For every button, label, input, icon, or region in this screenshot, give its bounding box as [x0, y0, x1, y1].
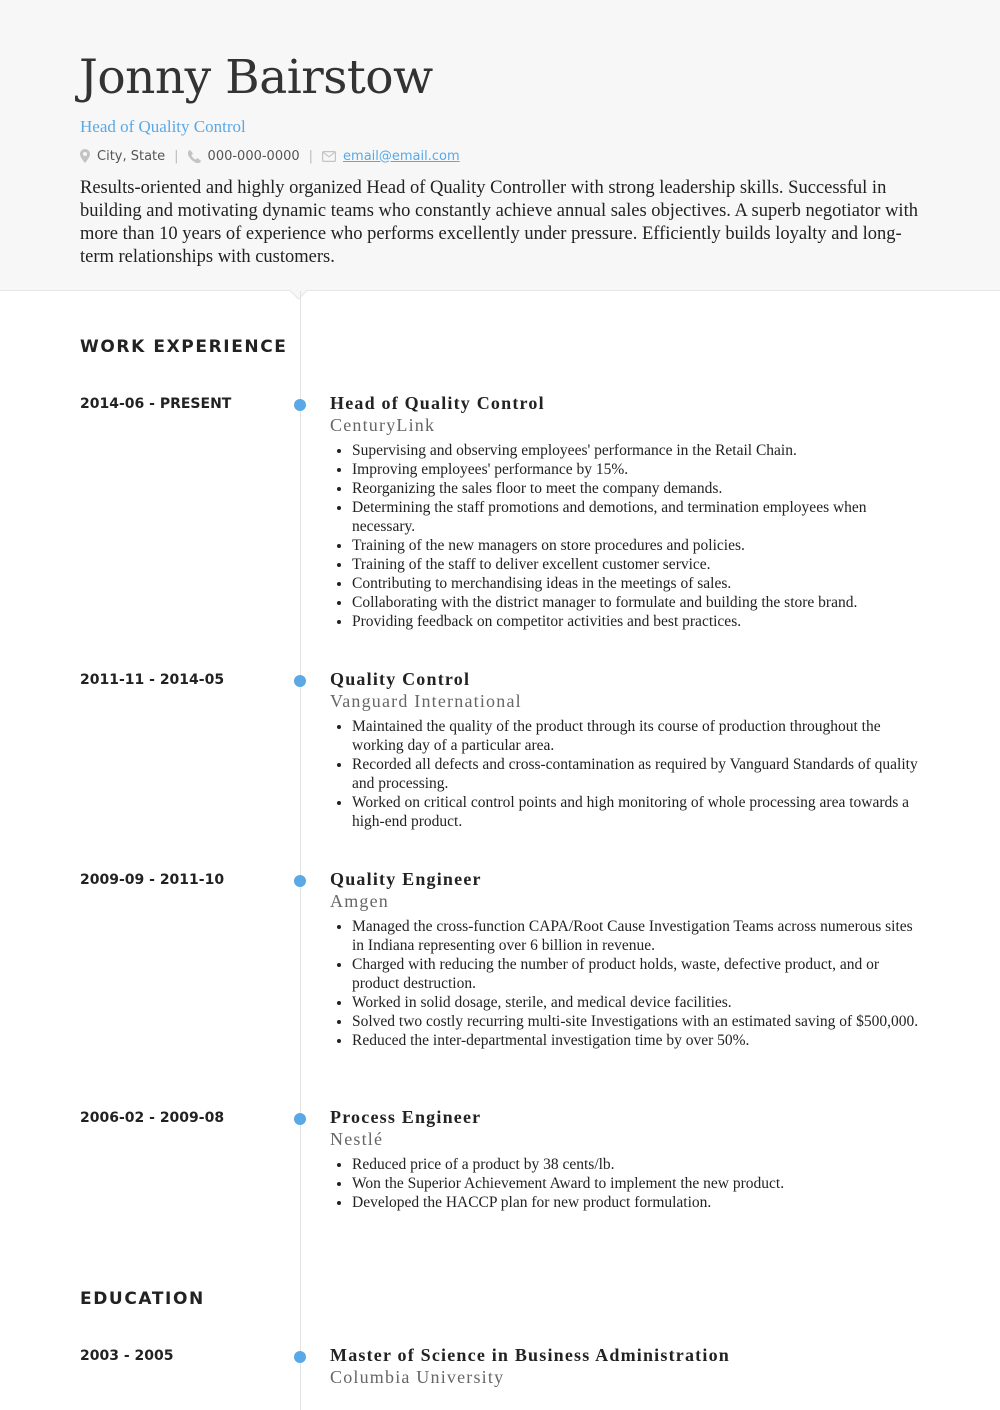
separator: | — [308, 148, 314, 164]
timeline-dot — [294, 1113, 306, 1125]
work-experience-heading: WORK EXPERIENCE — [80, 337, 288, 357]
responsibility-list — [330, 717, 920, 831]
institution-name: Columbia University — [330, 1367, 505, 1387]
timeline-dot — [294, 875, 306, 887]
email-link[interactable]: email@email.com — [343, 148, 460, 164]
list-item: • Solved two costly recurring multi-site Investigations with an estimated saving of $500,000. — [352, 1012, 920, 1031]
job-title: Head of Quality Control — [330, 393, 545, 413]
company-name: CenturyLink — [330, 415, 436, 435]
list-item: • Reorganizing the sales floor to meet the company demands. — [352, 479, 920, 498]
entry-date: 2014-06 - PRESENT — [80, 396, 232, 412]
list-item: • Worked in solid dosage, sterile, and medical device facilities. — [352, 993, 920, 1012]
entry-date: 2009-09 - 2011-10 — [80, 872, 225, 888]
job-title: Process Engineer — [330, 1107, 482, 1127]
list-item: • Improving employees' performance by 15%. — [352, 460, 920, 479]
entry-date: 2006-02 - 2009-08 — [80, 1110, 225, 1126]
responsibility-list — [330, 917, 920, 1050]
list-item: • Developed the HACCP plan for new product formulation. — [352, 1193, 920, 1212]
responsibility-list — [330, 1155, 920, 1212]
company-name: Vanguard International — [330, 691, 522, 711]
list-item: • Contributing to merchandising ideas in the meetings of sales. — [352, 574, 920, 593]
list-item: • Supervising and observing employees' performance in the Retail Chain. — [352, 441, 920, 460]
education-heading: EDUCATION — [80, 1289, 205, 1309]
email-icon — [322, 151, 336, 162]
entry-date: 2003 - 2005 — [80, 1348, 174, 1364]
job-title: Quality Engineer — [330, 869, 482, 889]
list-item: • Reduced the inter-departmental investigation time by over 50%. — [352, 1031, 920, 1050]
resume-header — [0, 0, 1000, 291]
list-item: • Collaborating with the district manager to formulate and building the store brand. — [352, 593, 920, 612]
list-item: • Managed the cross-function CAPA/Root Cause Investigation Teams across numerous sites in Indiana representing over 6 billion in revenue. — [352, 917, 920, 955]
contact-line — [80, 146, 460, 166]
responsibility-list — [330, 441, 920, 631]
company-name: Amgen — [330, 891, 389, 911]
location-text: City, State — [97, 148, 166, 164]
degree-title: Master of Science in Business Administration — [330, 1345, 730, 1365]
list-item: • Recorded all defects and cross-contamination as required by Vanguard Standards of quality and processing. — [352, 755, 920, 793]
entry-date: 2011-11 - 2014-05 — [80, 672, 225, 688]
phone-icon — [188, 150, 201, 163]
candidate-name: Jonny Bairstow — [79, 50, 433, 105]
location-pin-icon — [80, 149, 90, 163]
phone-text: 000-000-0000 — [207, 148, 300, 164]
list-item: • Training of the staff to deliver excellent customer service. — [352, 555, 920, 574]
list-item: • Providing feedback on competitor activities and best practices. — [352, 612, 920, 631]
timeline-dot — [294, 399, 306, 411]
separator: | — [174, 148, 179, 164]
timeline-dot — [294, 675, 306, 687]
list-item: • Determining the staff promotions and demotions, and termination employees when necessary. — [352, 498, 920, 536]
list-item: • Charged with reducing the number of product holds, waste, defective product, and or product destruction. — [352, 955, 920, 993]
list-item: • Reduced price of a product by 38 cents/lb. — [352, 1155, 920, 1174]
candidate-role: Head of Quality Control — [80, 117, 246, 136]
timeline-dot — [294, 1351, 306, 1363]
list-item: • Training of the new managers on store procedures and policies. — [352, 536, 920, 555]
timeline-line — [300, 291, 301, 1410]
job-title: Quality Control — [330, 669, 471, 689]
professional-summary: Results-oriented and highly organized Head of Quality Controller with strong leadership skills. Successful in building and motivating dynamic teams who constantly achieve annual sales objectives. A superb negotiator with more than 10 years of experience who performs excellently under pressure. Efficiently builds loyalty and long-term relationships with customers. — [80, 178, 918, 267]
list-item: • Maintained the quality of the product through its course of production throughout the working day of a particular area. — [352, 717, 920, 755]
list-item: • Won the Superior Achievement Award to implement the new product. — [352, 1174, 920, 1193]
company-name: Nestlé — [330, 1129, 384, 1149]
list-item: • Worked on critical control points and high monitoring of whole processing area towards a high-end product. — [352, 793, 920, 831]
